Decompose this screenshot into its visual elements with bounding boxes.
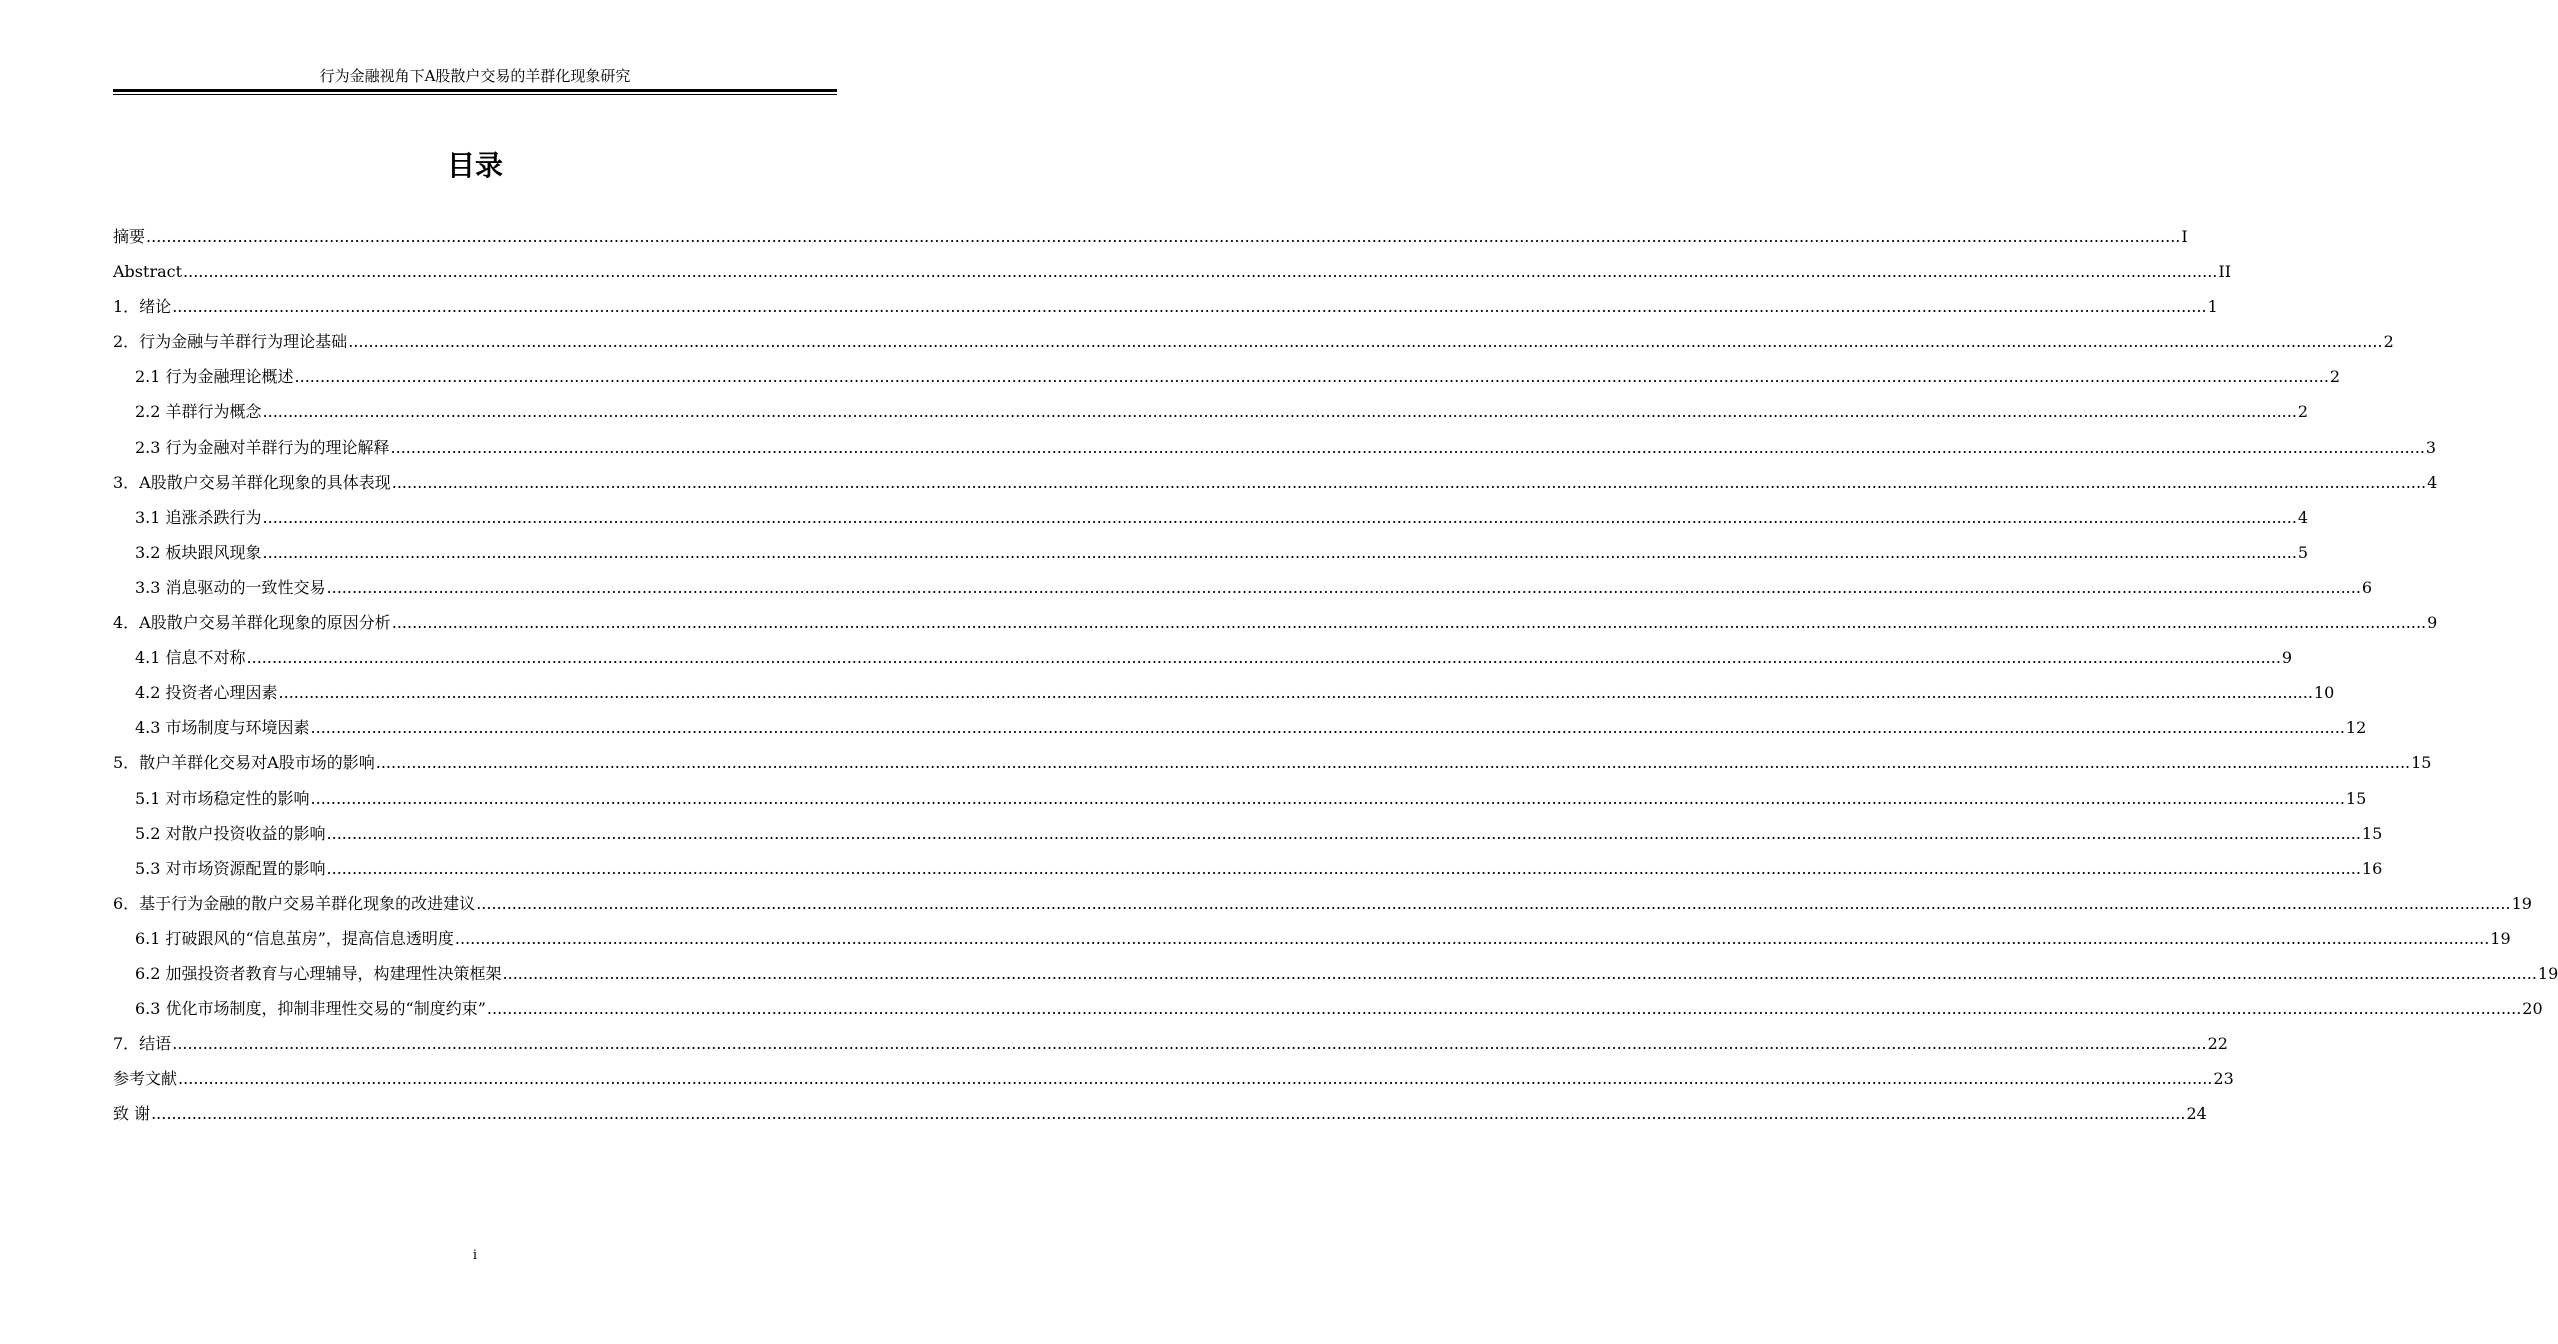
- toc-entry-page: II: [2218, 262, 2232, 282]
- toc-entry-label: 1．绪论: [113, 297, 172, 317]
- toc-entry-label: 2．行为金融与羊群行为理论基础: [113, 332, 348, 352]
- toc-dot-leader: ................................................................................................................................................................................................................................................................................................................................................................................................................: [262, 402, 2297, 422]
- toc-dot-leader: ................................................................................................................................................................................................................................................................................................................................................................................................................: [178, 1069, 2213, 1089]
- toc-dot-leader: ................................................................................................................................................................................................................................................................................................................................................................................................................: [262, 542, 2297, 562]
- toc-entry-label: 6.3 优化市场制度，抑制非理性交易的“制度约束”: [135, 999, 486, 1019]
- toc-entry-page: 19: [2511, 893, 2532, 913]
- toc-dot-leader: ................................................................................................................................................................................................................................................................................................................................................................................................................: [326, 577, 2361, 597]
- toc-entry-page: 6: [2361, 577, 2373, 597]
- toc-entry[interactable]: [113, 781, 2367, 816]
- toc-entry[interactable]: [113, 956, 2558, 991]
- toc-entry-page: 3: [2425, 437, 2437, 457]
- toc-entry[interactable]: [113, 1096, 2207, 1131]
- toc-dot-leader: ................................................................................................................................................................................................................................................................................................................................................................................................................: [326, 823, 2361, 843]
- toc-entry[interactable]: [113, 500, 2309, 535]
- toc-entry-label: 2.2 羊群行为概念: [135, 402, 262, 422]
- toc-dot-leader: ................................................................................................................................................................................................................................................................................................................................................................................................................: [172, 1034, 2207, 1054]
- toc-dot-leader: ................................................................................................................................................................................................................................................................................................................................................................................................................: [262, 507, 2297, 527]
- toc-entry-page: 16: [2361, 858, 2383, 878]
- toc-entry-label: 5.2 对散户投资收益的影响: [135, 823, 326, 843]
- toc-entry-label: 摘要: [113, 227, 146, 246]
- toc-dot-leader: ................................................................................................................................................................................................................................................................................................................................................................................................................: [183, 262, 2218, 282]
- toc-dot-leader: ................................................................................................................................................................................................................................................................................................................................................................................................................: [476, 893, 2511, 913]
- toc-entry[interactable]: [113, 465, 2438, 500]
- header-rule-thin: [113, 94, 837, 95]
- toc-entry-label: 2.1 行为金融理论概述: [135, 367, 294, 387]
- toc-entry[interactable]: [113, 394, 2309, 429]
- toc-entry-page: 1: [2207, 297, 2218, 317]
- toc-dot-leader: ................................................................................................................................................................................................................................................................................................................................................................................................................: [310, 718, 2345, 738]
- toc-entry-label: 5.1 对市场稳定性的影响: [135, 788, 310, 808]
- toc-dot-leader: ................................................................................................................................................................................................................................................................................................................................................................................................................: [486, 999, 2522, 1019]
- toc-entry[interactable]: [113, 991, 2543, 1026]
- header-rule: [113, 89, 837, 95]
- toc-dot-leader: ................................................................................................................................................................................................................................................................................................................................................................................................................: [310, 788, 2345, 808]
- toc-entry-page: 2: [2383, 332, 2394, 352]
- toc-entry[interactable]: [113, 745, 2432, 780]
- toc-entry[interactable]: [113, 430, 2437, 465]
- toc-entry[interactable]: [113, 1061, 2234, 1096]
- toc-entry-page: 19: [2490, 928, 2511, 948]
- toc-entry[interactable]: [113, 605, 2438, 640]
- toc-entry-page: 9: [2427, 613, 2438, 633]
- toc-entry-page: 5: [2297, 542, 2309, 562]
- toc-entry[interactable]: [113, 254, 2232, 289]
- toc-dot-leader: ................................................................................................................................................................................................................................................................................................................................................................................................................: [390, 437, 2425, 457]
- toc-dot-leader: ................................................................................................................................................................................................................................................................................................................................................................................................................: [326, 858, 2361, 878]
- toc-dot-leader: ................................................................................................................................................................................................................................................................................................................................................................................................................: [502, 963, 2537, 983]
- toc-dot-leader: ................................................................................................................................................................................................................................................................................................................................................................................................................: [391, 472, 2427, 492]
- running-header: 行为金融视角下A股散户交易的羊群化现象研究: [319, 67, 631, 85]
- toc-entry[interactable]: [113, 921, 2511, 956]
- toc-entry-page: 20: [2522, 999, 2543, 1019]
- toc-entry-label: 3．A股散户交易羊群化现象的具体表现: [113, 472, 391, 492]
- toc-entry-page: 10: [2313, 683, 2335, 703]
- toc-entry[interactable]: [113, 219, 2188, 254]
- toc-entry-page: 9: [2281, 648, 2293, 668]
- toc-entry-label: 4.3 市场制度与环境因素: [135, 718, 310, 738]
- page-number: i: [472, 1248, 478, 1263]
- toc-entry-label: 5.3 对市场资源配置的影响: [135, 858, 326, 878]
- toc-entry-label: 参考文献: [113, 1069, 178, 1089]
- toc-entry-label: 4．A股散户交易羊群化现象的原因分析: [113, 613, 391, 633]
- toc-entry-label: 3.1 追涨杀跌行为: [135, 507, 262, 527]
- toc-entry-page: 4: [2297, 507, 2309, 527]
- toc-entry-page: 23: [2213, 1069, 2234, 1089]
- toc-entry[interactable]: [113, 710, 2367, 745]
- toc-entry-page: 12: [2345, 718, 2367, 738]
- toc-entry-page: 2: [2297, 402, 2309, 422]
- toc-entry-label: 6.2 加强投资者教育与心理辅导，构建理性决策框架: [135, 963, 502, 983]
- toc-entry-label: 2.3 行为金融对羊群行为的理论解释: [135, 437, 390, 457]
- toc-entry-page: I: [2181, 227, 2188, 246]
- toc-entry-page: 22: [2207, 1034, 2228, 1054]
- toc-entry-label: Abstract: [113, 262, 183, 282]
- toc-entry-label: 3.2 板块跟风现象: [135, 542, 262, 562]
- toc-dot-leader: ................................................................................................................................................................................................................................................................................................................................................................................................................: [151, 1104, 2186, 1124]
- toc-dot-leader: ................................................................................................................................................................................................................................................................................................................................................................................................................: [454, 928, 2490, 948]
- toc-entry-label: 5．散户羊群化交易对A股市场的影响: [113, 753, 375, 773]
- toc-dot-leader: ................................................................................................................................................................................................................................................................................................................................................................................................................: [172, 297, 2207, 317]
- toc-entry-label: 3.3 消息驱动的一致性交易: [135, 577, 326, 597]
- toc-entry[interactable]: [113, 816, 2383, 851]
- toc-entry-page: 19: [2537, 963, 2558, 983]
- toc-dot-leader: ................................................................................................................................................................................................................................................................................................................................................................................................................: [391, 613, 2427, 633]
- toc-entry[interactable]: [113, 640, 2293, 675]
- toc-list: [113, 219, 2558, 1131]
- toc-entry[interactable]: [113, 886, 2532, 921]
- header-rule-thick: [113, 89, 837, 92]
- toc-entry[interactable]: [113, 570, 2373, 605]
- toc-entry[interactable]: [113, 851, 2383, 886]
- toc-entry-page: 15: [2361, 823, 2383, 843]
- toc-dot-leader: ................................................................................................................................................................................................................................................................................................................................................................................................................: [278, 683, 2313, 703]
- toc-entry-label: 4.1 信息不对称: [135, 648, 246, 668]
- toc-dot-leader: ................................................................................................................................................................................................................................................................................................................................................................................................................: [246, 648, 2281, 668]
- toc-entry-label: 4.2 投资者心理因素: [135, 683, 278, 703]
- toc-entry-label: 6.1 打破跟风的“信息茧房”，提高信息透明度: [135, 928, 454, 948]
- toc-entry[interactable]: [113, 1026, 2228, 1061]
- toc-entry[interactable]: [113, 289, 2218, 324]
- toc-title: 目录: [446, 149, 503, 182]
- toc-entry-label: 7．结语: [113, 1034, 172, 1054]
- toc-entry[interactable]: [113, 324, 2394, 359]
- toc-entry-page: 15: [2345, 788, 2367, 808]
- toc-entry[interactable]: [113, 535, 2309, 570]
- toc-dot-leader: ................................................................................................................................................................................................................................................................................................................................................................................................................: [146, 227, 2181, 246]
- toc-dot-leader: ................................................................................................................................................................................................................................................................................................................................................................................................................: [375, 753, 2411, 773]
- toc-entry-page: 4: [2427, 472, 2438, 492]
- toc-entry[interactable]: [113, 675, 2335, 710]
- toc-dot-leader: ................................................................................................................................................................................................................................................................................................................................................................................................................: [348, 332, 2383, 352]
- toc-entry[interactable]: [113, 359, 2341, 394]
- toc-entry-label: 6．基于行为金融的散户交易羊群化现象的改进建议: [113, 893, 476, 913]
- toc-dot-leader: ................................................................................................................................................................................................................................................................................................................................................................................................................: [294, 367, 2329, 387]
- toc-entry-page: 2: [2329, 367, 2341, 387]
- toc-entry-label: 致 谢: [113, 1104, 151, 1124]
- toc-entry-page: 24: [2186, 1104, 2207, 1124]
- toc-entry-page: 15: [2411, 753, 2432, 773]
